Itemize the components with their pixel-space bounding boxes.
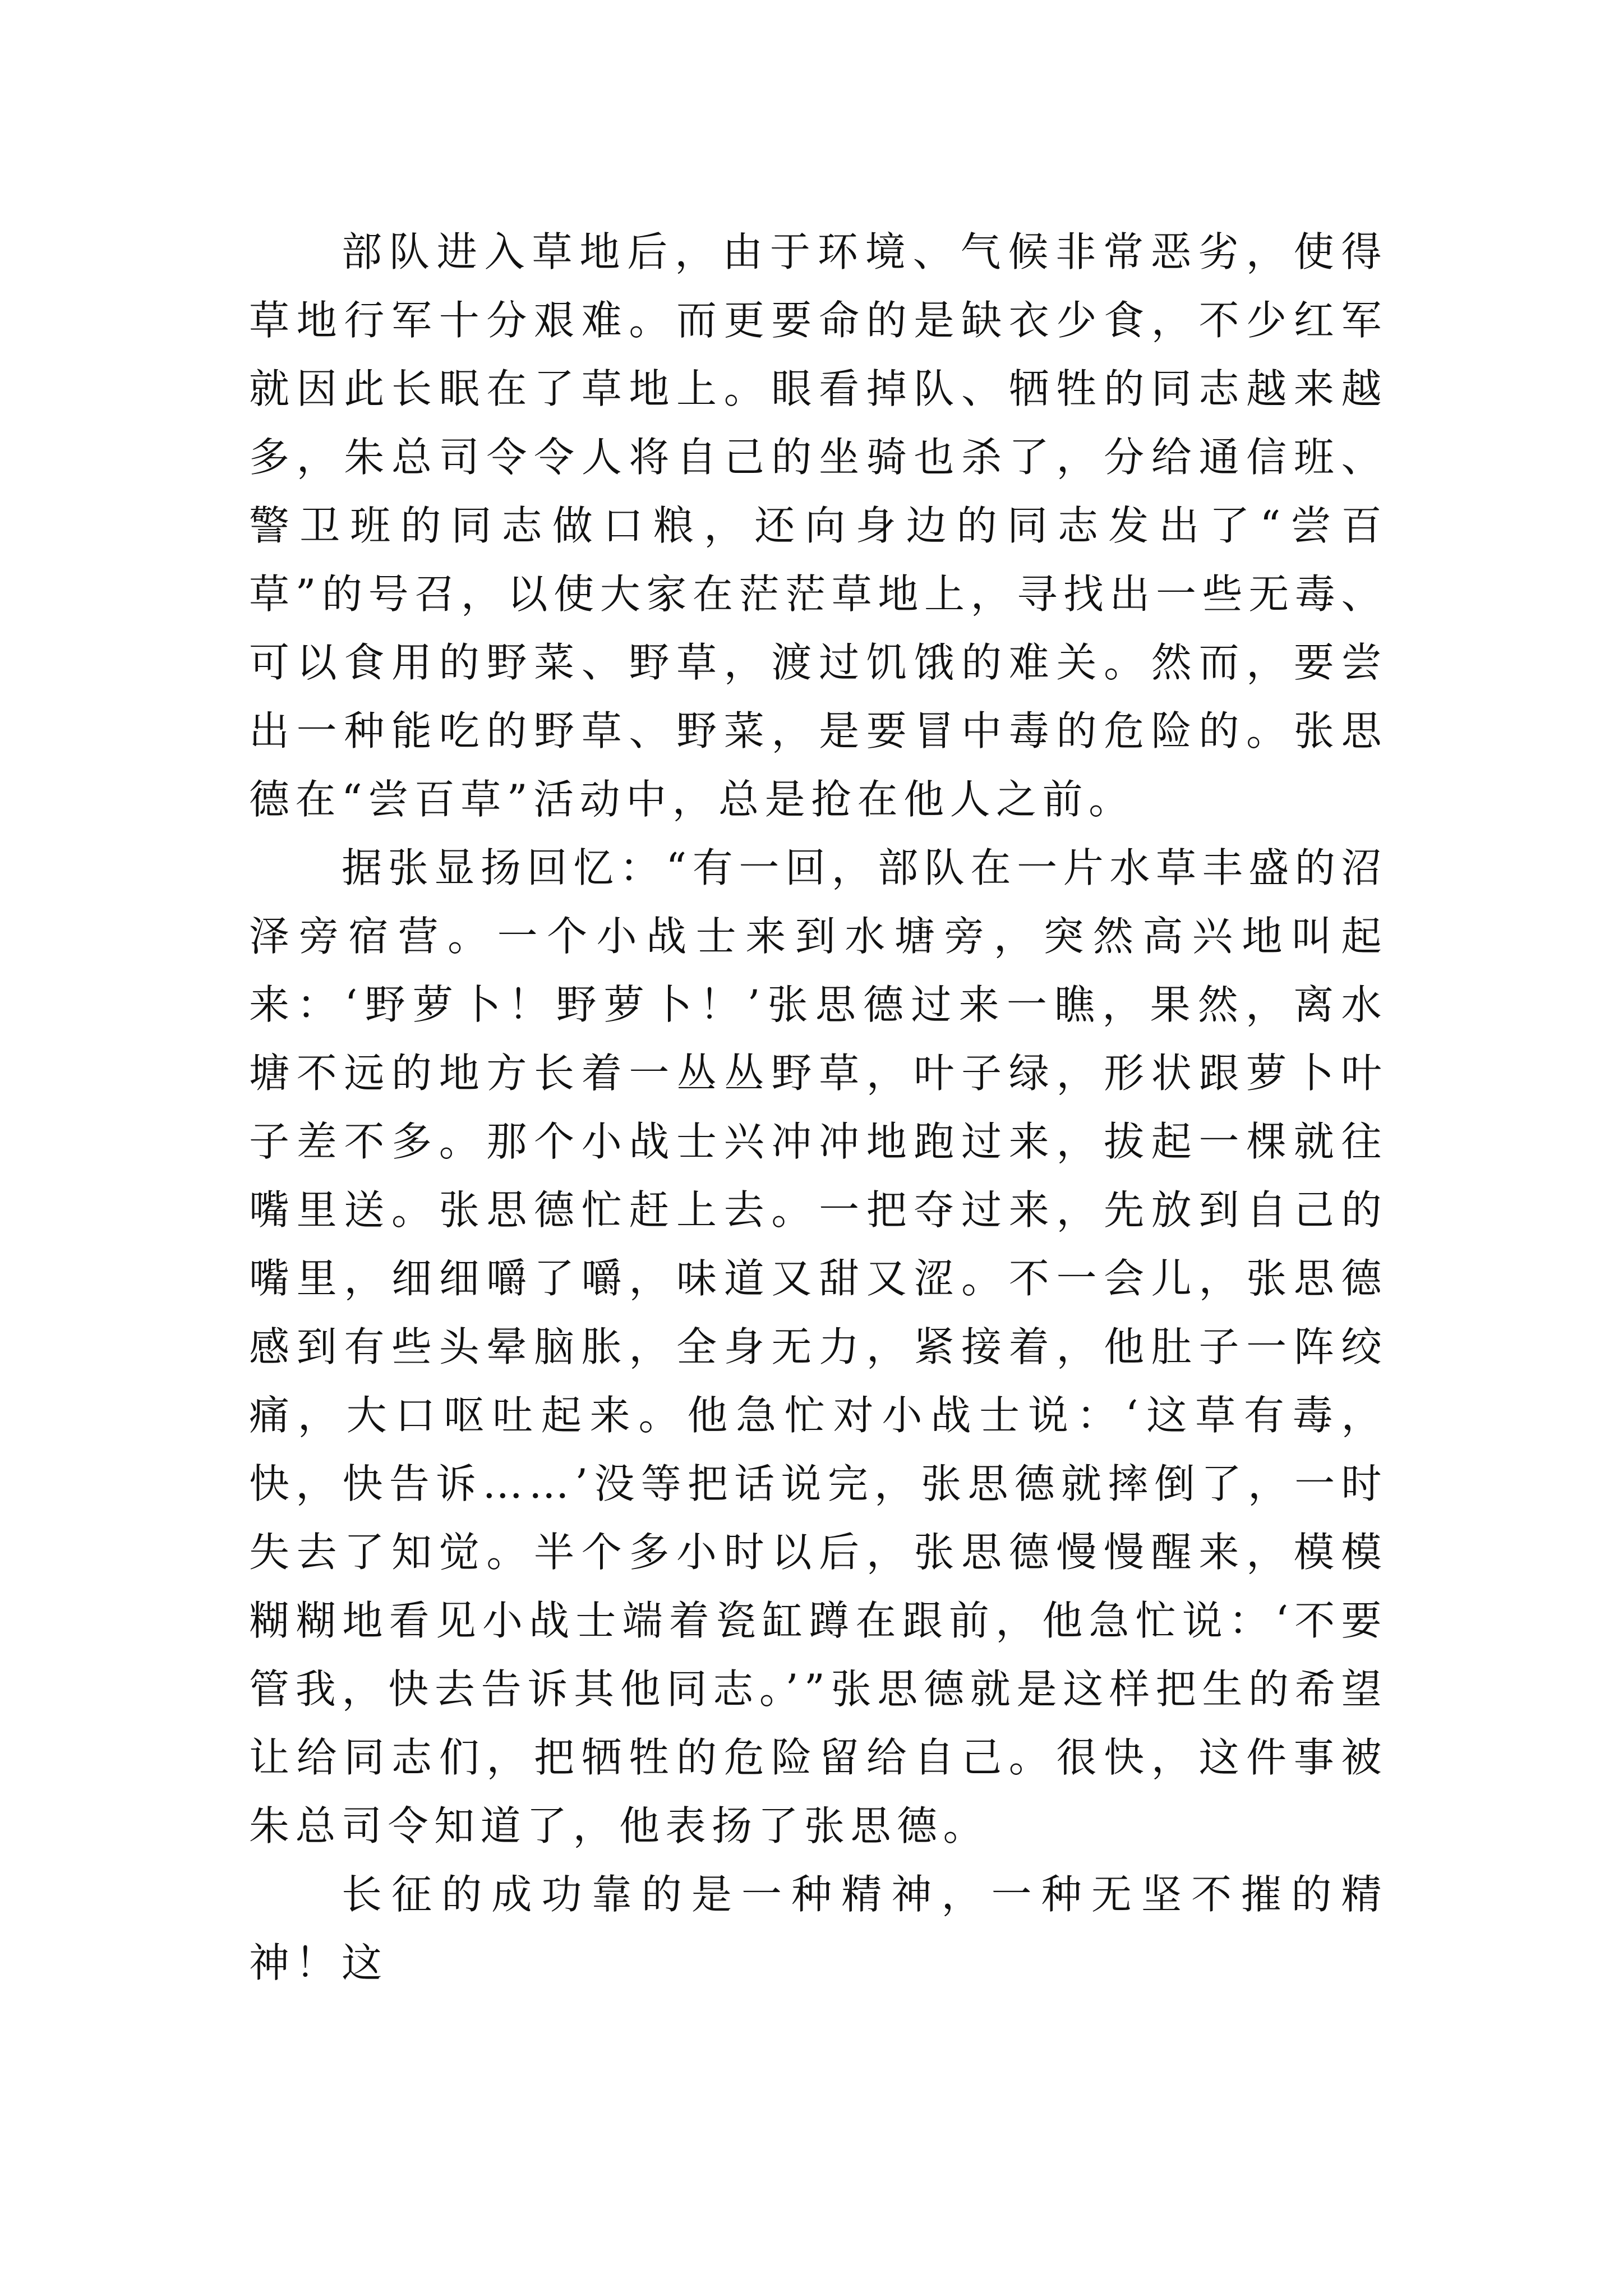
paragraph-grassland-march: 部队进入草地后，由于环境、气候非常恶劣，使得草地行军十分艰难。而更要命的是缺衣少食，不少红军就因此长眠在了草地上。眼看掉队、牺牲的同志越来越多，朱总司令令人将自己的坐骑也杀了，分给通信班、警卫班的同志做口粮，还向身边的同志发出了“尝百草”的号召，以使大家在茫茫草地上，寻找出一些无毒、可以食用的野菜、野草，渡过饥饿的难关。然而，要尝出一种能吃的野草、野菜，是要冒中毒的危险的。张思德在“尝百草”活动中，总是抢在他人之前。 [249, 228, 1387, 823]
paragraph-zhang-xianyang-recollection: 据张显扬回忆：“有一回，部队在一片水草丰盛的沼泽旁宿营。一个小战士来到水塘旁，突然高兴地叫起来：‘野萝卜！野萝卜！’张思德过来一瞧，果然，离水塘不远的地方长着一丛丛野草，叶子绿，形状跟萝卜叶子差不多。那个小战士兴冲冲地跑过来，拔起一棵就往嘴里送。张思德忙赶上去。一把夺过来，先放到自己的嘴里，细细嚼了嚼，味道又甜又涩。不一会儿，张思德感到有些头晕脑胀，全身无力，紧接着，他肚子一阵绞痛，大口呕吐起来。他急忙对小战士说：‘这草有毒，快，快告诉……’没等把话说完，张思德就摔倒了，一时失去了知觉。半个多小时以后，张思德慢慢醒来，模模糊糊地看见小战士端着瓷缸蹲在跟前，他急忙说：‘不要管我，快去告诉其他同志。’”张思德就是这样把生的希望让给同志们，把牺牲的危险留给自己。很快，这件事被朱总司令知道了，他表扬了张思德。 [249, 844, 1387, 1849]
paragraph-long-march-spirit: 长征的成功靠的是一种精神，一种无坚不摧的精神！这 [249, 1871, 1387, 1986]
document-body [249, 218, 1387, 1997]
